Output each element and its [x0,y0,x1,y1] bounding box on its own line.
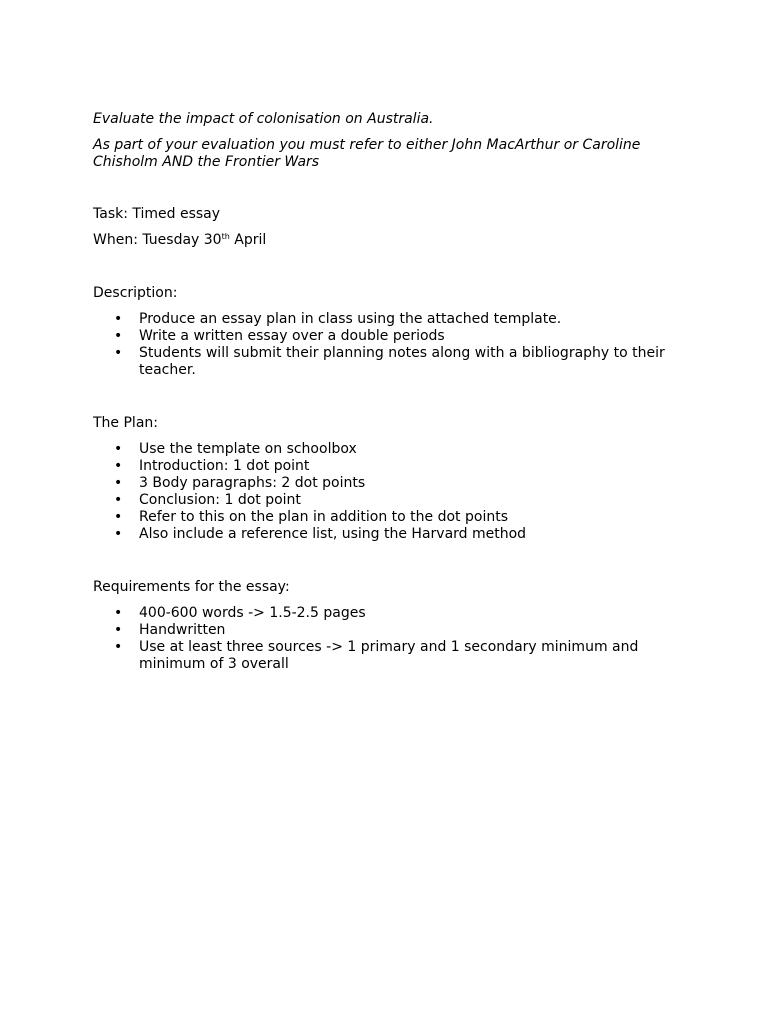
list-item: • Introduction: 1 dot point [114,458,310,474]
bullet-icon: • [114,526,123,542]
bullet-icon: • [114,605,123,621]
bullet-icon: • [114,622,123,638]
requirements-heading: Requirements for the essay: [93,579,290,595]
plan-list [93,441,683,543]
list-item: • Refer to this on the plan in addition to the dot points [114,509,508,525]
bullet-icon: • [114,328,123,344]
when-line [93,232,693,249]
bullet-icon: • [114,509,123,525]
description-heading: Description: [93,285,178,301]
when-suffix: April [229,232,267,248]
bullet-icon: • [114,475,123,491]
document-page [93,111,693,673]
when-prefix: When: Tuesday 30 [93,232,222,248]
essay-instruction: As part of your evaluation you must refer to either John MacArthur or Caroline Chisholm AND the Frontier Wars [93,137,641,170]
bullet-icon: • [114,458,123,474]
bullet-icon: • [114,311,123,327]
bullet-icon: • [114,639,123,655]
list-item: • Also include a reference list, using the Harvard method [114,526,527,542]
bullet-icon: • [114,441,123,457]
list-item: • 3 Body paragraphs: 2 dot points [114,475,366,491]
list-item: • Students will submit their planning notes along with a bibliography to their teacher. [114,345,665,378]
essay-title: Evaluate the impact of colonisation on Australia. [93,111,434,127]
description-list [93,311,683,379]
list-item: • Conclusion: 1 dot point [114,492,301,508]
list-item: • 400-600 words -> 1.5-2.5 pages [114,605,366,621]
bullet-icon: • [114,345,123,361]
list-item: • Use at least three sources -> 1 primary and 1 secondary minimum and minimum of 3 overall [114,639,639,672]
task-line: Task: Timed essay [93,206,221,222]
list-item: • Use the template on schoolbox [114,441,357,457]
list-item: • Produce an essay plan in class using the attached template. [114,311,562,327]
plan-heading: The Plan: [93,415,158,431]
when-superscript: th [221,232,230,241]
list-item: • Handwritten [114,622,226,638]
requirements-list [93,605,658,673]
list-item: • Write a written essay over a double periods [114,328,445,344]
bullet-icon: • [114,492,123,508]
